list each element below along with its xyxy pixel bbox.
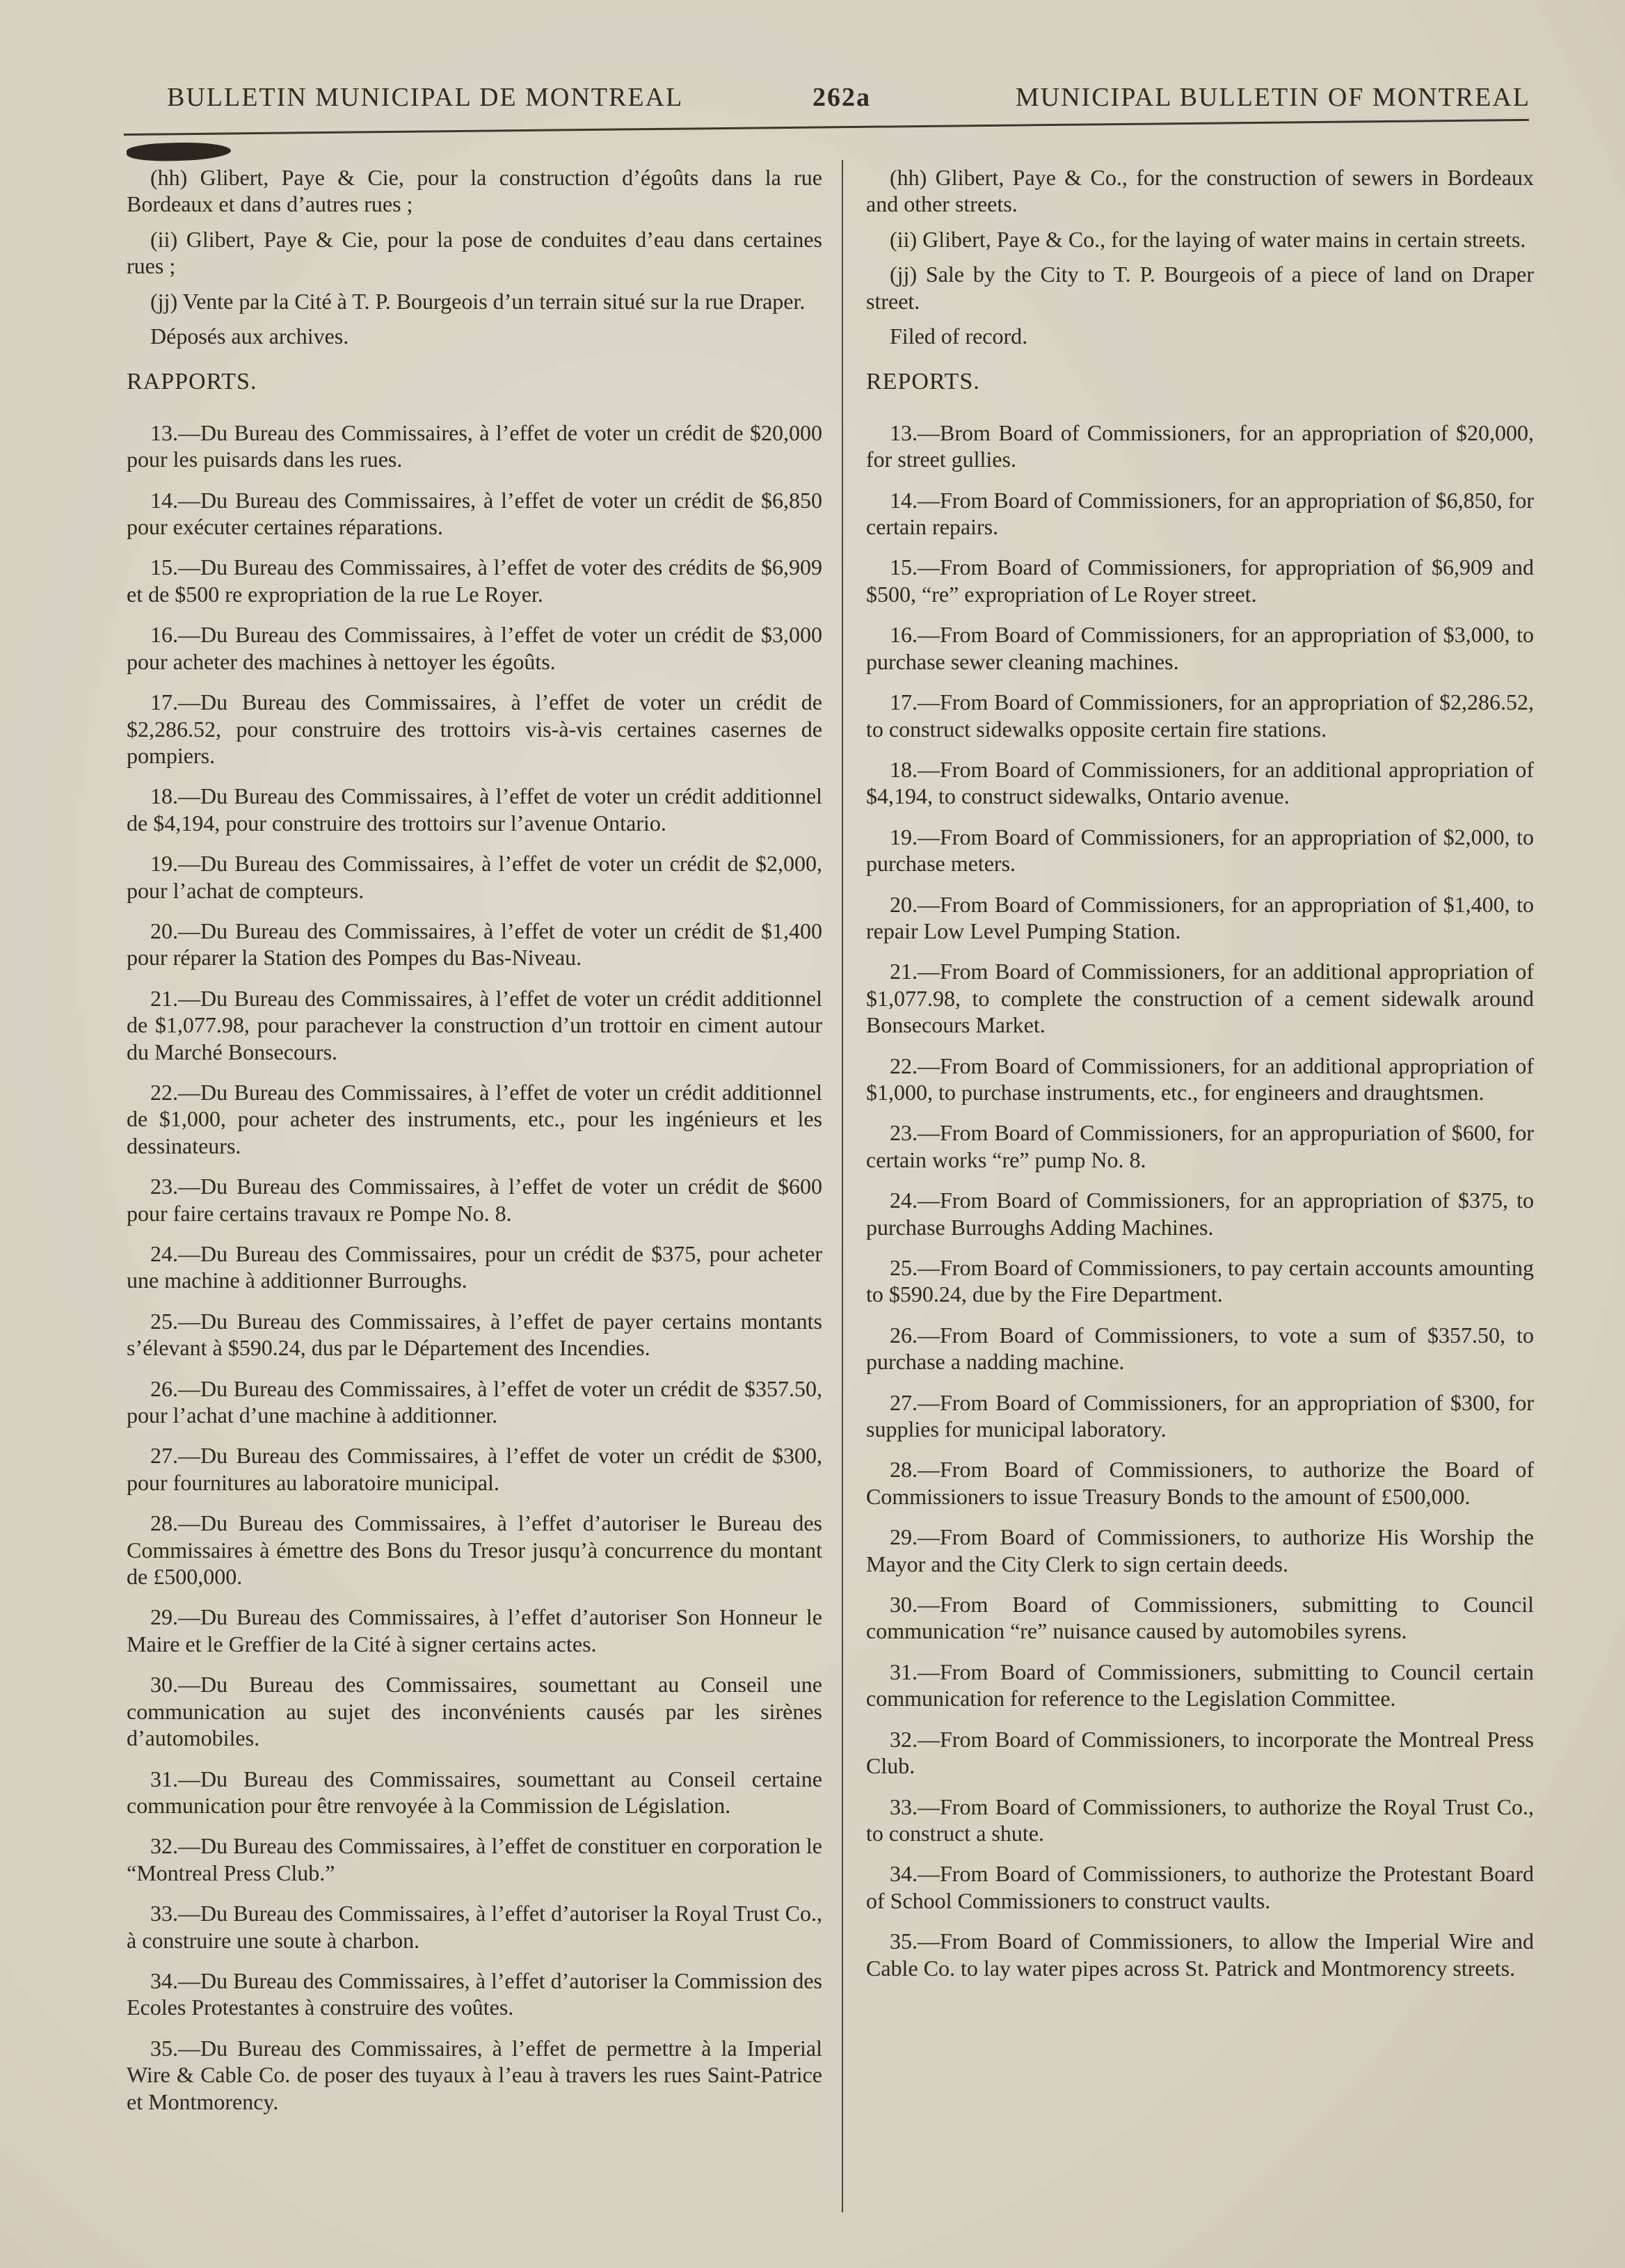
french-report-26: 26.—Du Bureau des Commissaires, à l’effet de voter un crédit de $357.50, pour l’achat d’une machine à additionner. [127, 1375, 822, 1428]
english-report-17: 17.—From Board of Commissioners, for an appropriation of $2,286.52, to construct sidewalks opposite certain fire stations. [866, 689, 1534, 742]
english-report-35: 35.—From Board of Commissioners, to allow the Imperial Wire and Cable Co. to lay water pipes across St. Patrick and Montmorency streets. [866, 1928, 1534, 1981]
english-section-heading: REPORTS. [866, 369, 980, 395]
english-report-13: 13.—Brom Board of Commissioners, for an appropriation of $20,000, for street gullies. [866, 420, 1534, 472]
french-report-15: 15.—Du Bureau des Commissaires, à l’effet de voter des crédits de $6,909 et de $500 re expropriation de la rue Le Royer. [127, 554, 822, 607]
page-number: 262a [812, 83, 871, 112]
french-intro-ii: (ii) Glibert, Paye & Cie, pour la pose de conduites d’eau dans certaines rues ; [127, 226, 822, 279]
page-header [167, 82, 1530, 124]
french-report-13: 13.—Du Bureau des Commissaires, à l’effet de voter un crédit de $20,000 pour les puisards dans les rues. [127, 420, 822, 472]
english-report-24: 24.—From Board of Commissioners, for an appropriation of $375, to purchase Burroughs Adding Machines. [866, 1188, 1534, 1240]
english-report-25: 25.—From Board of Commissioners, to pay certain accounts amounting to $590.24, due by the Fire Department. [866, 1255, 1534, 1307]
english-filed: Filed of record. [890, 324, 1028, 349]
french-report-25: 25.—Du Bureau des Commissaires, à l’effet de payer certains montants s’élevant à $590.24, dus par le Département des Incendies. [127, 1308, 822, 1361]
english-report-15: 15.—From Board of Commissioners, for appropriation of $6,909 and $500, “re” expropriation of Le Royer street. [866, 554, 1534, 607]
french-report-23: 23.—Du Bureau des Commissaires, à l’effet de voter un crédit de $600 pour faire certains travaux re Pompe No. 8. [127, 1174, 822, 1226]
french-report-14: 14.—Du Bureau des Commissaires, à l’effet de voter un crédit de $6,850 pour exécuter certaines réparations. [127, 487, 822, 540]
french-report-24: 24.—Du Bureau des Commissaires, pour un crédit de $375, pour acheter une machine à additionner Burroughs. [127, 1241, 822, 1293]
english-report-26: 26.—From Board of Commissioners, to vote a sum of $357.50, to purchase a nadding machine. [866, 1322, 1534, 1375]
french-report-19: 19.—Du Bureau des Commissaires, à l’effet de voter un crédit de $2,000, pour l’achat de compteurs. [127, 851, 822, 903]
french-report-18: 18.—Du Bureau des Commissaires, à l’effet de voter un crédit additionnel de $4,194, pour construire des trottoirs sur l’avenue Ontario. [127, 783, 822, 836]
english-report-18: 18.—From Board of Commissioners, for an additional appropriation of $4,194, to construct sidewalks, Ontario avenue. [866, 756, 1534, 809]
french-report-17: 17.—Du Bureau des Commissaires, à l’effet de voter un crédit de $2,286.52, pour construire des trottoirs vis-à-vis certaines casernes de pompiers. [127, 689, 822, 768]
french-report-28: 28.—Du Bureau des Commissaires, à l’effet d’autoriser le Bureau des Commissaires à émettre des Bons du Tresor jusqu’à concurrence du montant de £500,000. [127, 1510, 822, 1590]
english-report-29: 29.—From Board of Commissioners, to authorize His Worship the Mayor and the City Clerk to sign certain deeds. [866, 1524, 1534, 1576]
english-intro-ii: (ii) Glibert, Paye & Co., for the laying of water mains in certain streets. [890, 226, 1526, 252]
french-report-22: 22.—Du Bureau des Commissaires, à l’effet de voter un crédit additionnel de $1,000, pour acheter des instruments, etc., pour les ingénieurs et les dessinateurs. [127, 1079, 822, 1158]
english-column [866, 164, 1534, 1995]
english-report-27: 27.—From Board of Commissioners, for an appropriation of $300, for supplies for municipal laboratory. [866, 1389, 1534, 1442]
french-filed: Déposés aux archives. [150, 324, 349, 349]
english-intro-jj: (jj) Sale by the City to T. P. Bourgeois of a piece of land on Draper street. [866, 262, 1534, 314]
french-report-27: 27.—Du Bureau des Commissaires, à l’effet de voter un crédit de $300, pour fournitures au laboratoire municipal. [127, 1443, 822, 1495]
english-report-23: 23.—From Board of Commissioners, for an appropuriation of $600, for certain works “re” pump No. 8. [866, 1120, 1534, 1172]
english-report-31: 31.—From Board of Commissioners, submitting to Council certain communication for reference to the Legislation Committee. [866, 1659, 1534, 1711]
french-report-20: 20.—Du Bureau des Commissaires, à l’effet de voter un crédit de $1,400 pour réparer la Station des Pompes du Bas-Niveau. [127, 918, 822, 971]
french-section-heading: RAPPORTS. [127, 369, 257, 395]
english-report-32: 32.—From Board of Commissioners, to incorporate the Montreal Press Club. [866, 1726, 1534, 1779]
french-intro-hh: (hh) Glibert, Paye & Cie, pour la construction d’égoûts dans la rue Bordeaux et dans d’autres rues ; [127, 165, 822, 217]
english-report-22: 22.—From Board of Commissioners, for an additional appropriation of $1,000, to purchase instruments, etc., for engineers and draughtsmen. [866, 1053, 1534, 1105]
header-english-title: MUNICIPAL BULLETIN OF MONTREAL [1015, 83, 1530, 112]
english-intro-hh: (hh) Glibert, Paye & Co., for the construction of sewers in Bordeaux and other streets. [866, 165, 1534, 217]
english-report-30: 30.—From Board of Commissioners, submitting to Council communication “re” nuisance caused by automobiles syrens. [866, 1592, 1534, 1644]
english-report-16: 16.—From Board of Commissioners, for an appropriation of $3,000, to purchase sewer cleaning machines. [866, 622, 1534, 674]
english-report-21: 21.—From Board of Commissioners, for an additional appropriation of $1,077.98, to complete the construction of a cement sidewalk around Bonsecours Market. [866, 959, 1534, 1038]
french-report-32: 32.—Du Bureau des Commissaires, à l’effet de constituer en corporation le “Montreal Press Club.” [127, 1833, 822, 1885]
french-report-29: 29.—Du Bureau des Commissaires, à l’effet d’autoriser Son Honneur le Maire et le Greffier de la Cité à signer certains actes. [127, 1604, 822, 1656]
ink-blot [127, 141, 232, 162]
english-report-14: 14.—From Board of Commissioners, for an appropriation of $6,850, for certain repairs. [866, 487, 1534, 540]
english-report-28: 28.—From Board of Commissioners, to authorize the Board of Commissioners to issue Treasury Bonds to the amount of £500,000. [866, 1457, 1534, 1509]
english-report-33: 33.—From Board of Commissioners, to authorize the Royal Trust Co., to construct a shute. [866, 1794, 1534, 1846]
french-report-21: 21.—Du Bureau des Commissaires, à l’effet de voter un crédit additionnel de $1,077.98, pour parachever la construction d’un trottoir en ciment autour du Marché Bonsecours. [127, 985, 822, 1064]
french-report-33: 33.—Du Bureau des Commissaires, à l’effet d’autoriser la Royal Trust Co., à construire une soute à charbon. [127, 1901, 822, 1953]
header-french-title: BULLETIN MUNICIPAL DE MONTREAL [167, 83, 684, 112]
french-report-34: 34.—Du Bureau des Commissaires, à l’effet d’autoriser la Commission des Ecoles Protestantes à construire des voûtes. [127, 1967, 822, 2020]
column-divider [842, 160, 843, 2212]
english-report-34: 34.—From Board of Commissioners, to authorize the Protestant Board of School Commissioners to construct vaults. [866, 1861, 1534, 1913]
french-report-30: 30.—Du Bureau des Commissaires, soumettant au Conseil une communication au sujet des inconvénients causés par les sirènes d’automobiles. [127, 1672, 822, 1751]
french-report-31: 31.—Du Bureau des Commissaires, soumettant au Conseil certaine communication pour être renvoyée à la Commission de Législation. [127, 1766, 822, 1818]
english-report-19: 19.—From Board of Commissioners, for an appropriation of $2,000, to purchase meters. [866, 824, 1534, 877]
french-report-16: 16.—Du Bureau des Commissaires, à l’effet de voter un crédit de $3,000 pour acheter des machines à nettoyer les égoûts. [127, 622, 822, 674]
french-intro-jj: (jj) Vente par la Cité à T. P. Bourgeois d’un terrain situé sur la rue Draper. [150, 288, 806, 314]
french-column [127, 164, 822, 2129]
english-report-20: 20.—From Board of Commissioners, for an appropriation of $1,400, to repair Low Level Pumping Station. [866, 891, 1534, 943]
french-report-35: 35.—Du Bureau des Commissaires, à l’effet de permettre à la Imperial Wire & Cable Co. de poser des tuyaux à l’eau à travers les rues Saint-Patrice et Montmorency. [127, 2035, 822, 2114]
